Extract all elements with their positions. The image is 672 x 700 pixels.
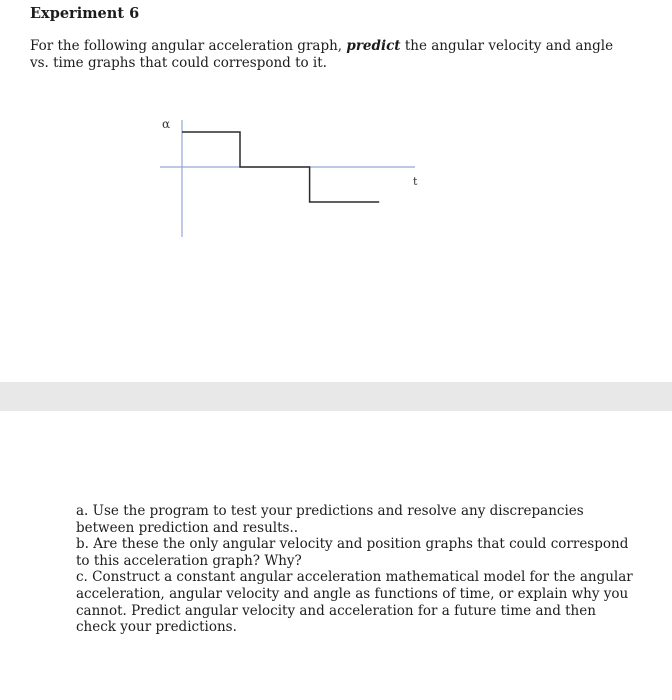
x-axis-label: t: [413, 175, 418, 188]
intro-text-after: the angular velocity and angle vs. time graphs that could correspond to it.: [30, 38, 614, 71]
experiment-heading: Experiment 6: [30, 5, 140, 22]
angular-acceleration-graph: [150, 105, 420, 245]
question-list: [76, 503, 636, 636]
intro-text-before: For the following angular acceleration graph,: [30, 38, 347, 54]
question-b: b. Are these the only angular velocity and position graphs that could correspond to this acceleration graph? Why?: [76, 536, 629, 569]
intro-paragraph: [30, 38, 630, 72]
y-axis-label: α: [162, 117, 171, 131]
question-a: a. Use the program to test your predictions and resolve any discrepancies between prediction and results..: [76, 503, 584, 536]
intro-emphasis: predict: [346, 38, 401, 54]
section-divider-band: [0, 382, 672, 411]
question-c: c. Construct a constant angular acceleration mathematical model for the angular acceleration, angular velocity and angle as functions of time, or explain why you cannot. Predict angular velocity and acceleration for a future time and then check your predictions.: [76, 569, 633, 636]
